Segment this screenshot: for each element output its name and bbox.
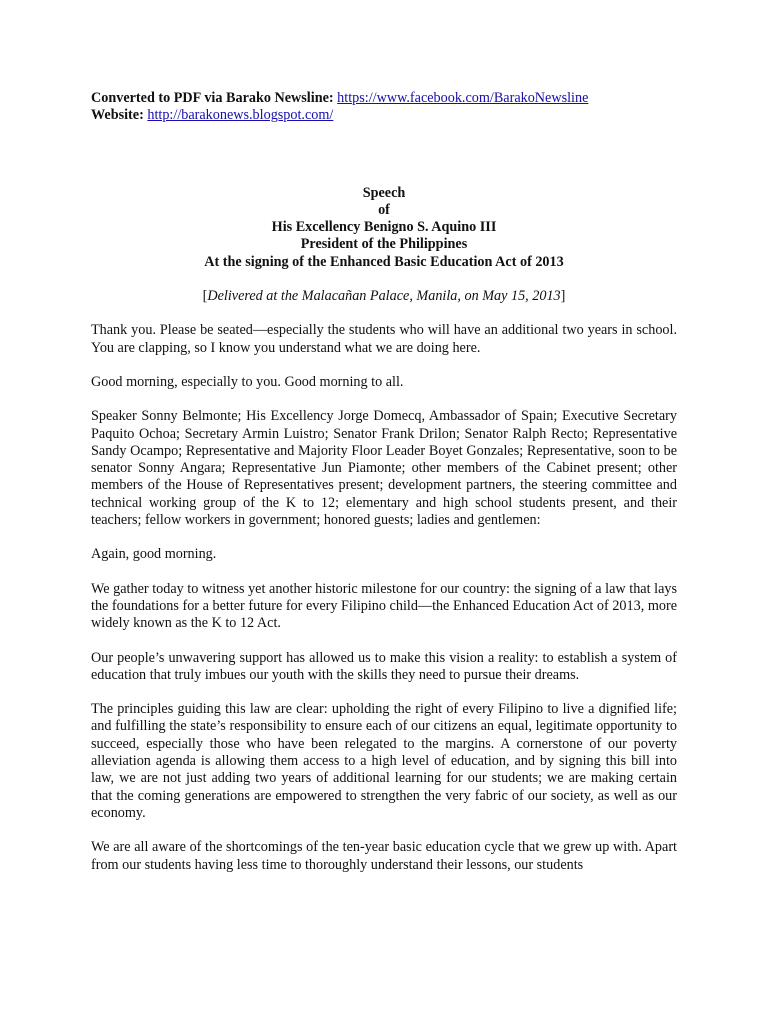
paragraph: Our people’s unwavering support has allowed us to make this vision a reality: to establish a system of education that truly imbues our youth with the skills they need to pursue their dreams. <box>91 649 677 683</box>
paragraph: Thank you. Please be seated—especially the students who will have an additional two years in school. You are clapping, so I know you understand what we are doing here. <box>91 322 677 356</box>
title-line-speech: Speech <box>362 184 406 201</box>
website-label: Website: <box>91 107 144 124</box>
converted-label: Converted to PDF via Barako Newsline: <box>91 90 334 106</box>
title-line-position: President of the Philippines <box>300 236 468 253</box>
paragraph: The principles guiding this law are clear: upholding the right of every Filipino to live a dignified life; and fulfilling the state’s responsibility to ensure each of our citizens an equal, legitimate opportunity to succeed, especially those who have been relegated to the margins. A cornerstone of our poverty alleviation agenda is allowing them access to a high level of education, and by signing this bill into law, we are not just adding two years of additional learning for our students; we are making certain that the coming generations are empowered to strengthen the very fabric of our society, as well as our economy. <box>91 701 677 821</box>
website-line <box>91 107 677 124</box>
paragraph: We gather today to witness yet another historic milestone for our country: the signing of a law that lays the foundations for a better future for every Filipino child—the Enhanced Education Act of 2013, more widely known as the K to 12 Act. <box>91 580 677 632</box>
document-body <box>91 90 677 874</box>
paragraph: Good morning, especially to you. Good morning to all. <box>91 373 404 390</box>
speech-title <box>91 185 677 271</box>
converted-line <box>91 90 677 107</box>
facebook-link[interactable]: https://www.facebook.com/BarakoNewsline <box>337 90 589 106</box>
delivered-bracket-open: [ <box>202 288 208 305</box>
delivered-text: Delivered at the Malacañan Palace, Manila, on May 15, 2013 <box>207 288 561 305</box>
delivered-note <box>91 288 677 305</box>
delivered-bracket-close: ] <box>560 288 566 305</box>
title-line-speaker: His Excellency Benigno S. Aquino III <box>271 219 497 236</box>
title-line-of: of <box>378 201 390 218</box>
paragraph: Speaker Sonny Belmonte; His Excellency Jorge Domecq, Ambassador of Spain; Executive Secretary Paquito Ochoa; Secretary Armin Luistro; Senator Frank Drilon; Senator Ralph Recto; Representative Sandy Ocampo; Representative and Majority Floor Leader Boyet Gonzales; Representative, soon to be senator Sonny Angara; Representative Jun Piamonte; other members of the Cabinet present; other members of the House of Representatives present; development partners, the steering committee and technical working group of the K to 12; elementary and high school students present, and their teachers; fellow workers in government; honored guests; ladies and gentlemen: <box>91 408 677 529</box>
title-line-occasion: At the signing of the Enhanced Basic Education Act of 2013 <box>204 253 564 270</box>
paragraph: We are all aware of the shortcomings of the ten-year basic education cycle that we grew up with. Apart from our students having less time to thoroughly understand their lessons, our students <box>91 839 677 873</box>
website-link[interactable]: http://barakonews.blogspot.com/ <box>147 107 334 124</box>
paragraph: Again, good morning. <box>91 546 217 563</box>
